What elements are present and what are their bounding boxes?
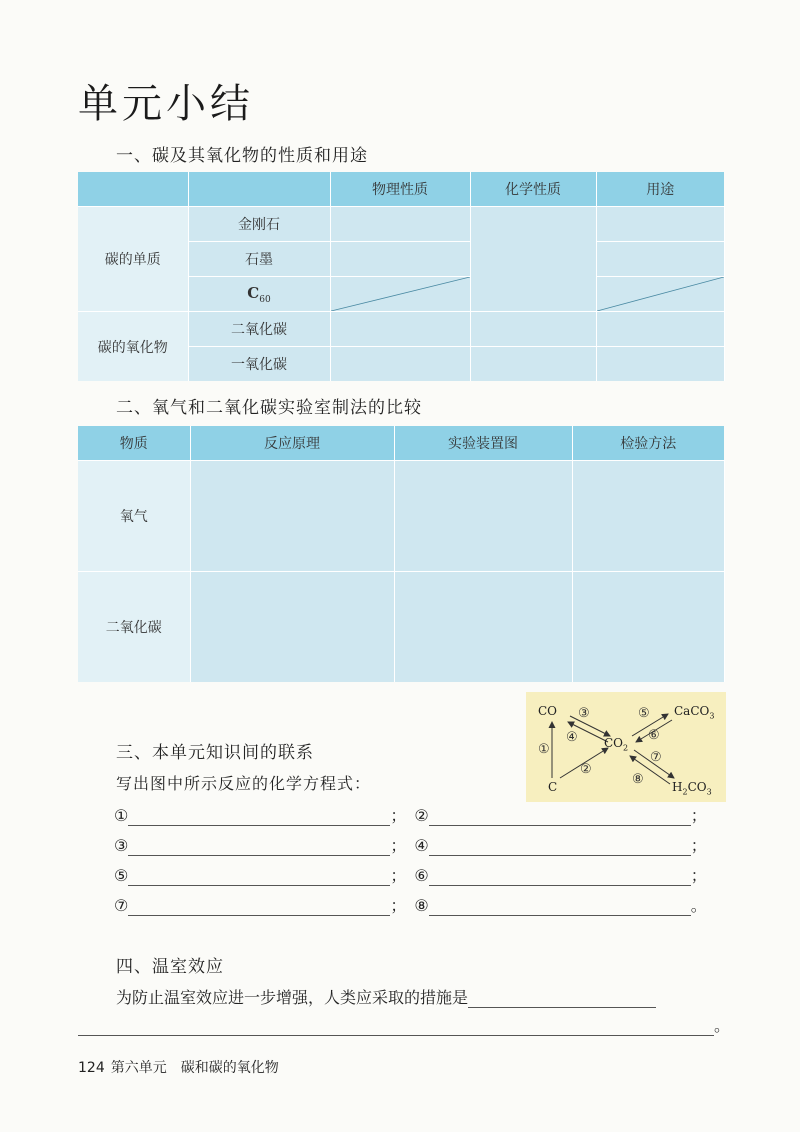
cell-elements-chemical[interactable] bbox=[470, 207, 596, 312]
unit-label: 第六单元 bbox=[110, 1060, 167, 1076]
formula-co: CO bbox=[538, 704, 558, 718]
reaction-scheme bbox=[526, 692, 726, 802]
header-chemical: 化学性质 bbox=[470, 172, 596, 207]
cell-co2-physical[interactable] bbox=[330, 312, 470, 347]
label-1: ① bbox=[538, 742, 550, 757]
formula-caco3: CaCO$_3$ bbox=[674, 704, 715, 721]
section1-heading: 一、碳及其氧化物的性质和用途 bbox=[116, 146, 368, 166]
greenhouse-prompt-row bbox=[116, 985, 656, 1008]
greenhouse-prompt: 为防止温室效应进一步增强，人类应采取的措施是 bbox=[116, 988, 469, 1007]
label-7: ⑦ bbox=[650, 750, 662, 765]
label-2: ② bbox=[580, 762, 592, 777]
cell-co2-uses[interactable] bbox=[596, 312, 724, 347]
label-4: ④ bbox=[566, 730, 578, 745]
properties-table bbox=[78, 172, 725, 381]
header-substance: 物质 bbox=[78, 426, 190, 461]
section3-heading: 三、本单元知识间的联系 bbox=[116, 743, 314, 763]
lab-prep-table bbox=[78, 426, 725, 682]
cell-co2-chemical[interactable] bbox=[470, 312, 596, 347]
greenhouse-answer-blank-1[interactable] bbox=[468, 989, 656, 1008]
label-5: ⑤ bbox=[638, 706, 650, 721]
cell-c60-physical-crossed bbox=[330, 277, 470, 312]
greenhouse-answer-blank-2[interactable] bbox=[78, 1017, 714, 1036]
equation-3-blank[interactable] bbox=[128, 837, 390, 856]
formula-h2co3: $H_2CO_3$ bbox=[672, 780, 712, 797]
cell-co2-test[interactable] bbox=[572, 572, 724, 683]
header-uses: 用途 bbox=[596, 172, 724, 207]
equation-1-blank[interactable] bbox=[128, 807, 390, 826]
equation-row-1: ① ； ② ； bbox=[114, 806, 707, 825]
header-test: 检验方法 bbox=[572, 426, 724, 461]
group-carbon-oxides: 碳的氧化物 bbox=[78, 312, 188, 382]
cell-c60-uses-crossed bbox=[596, 277, 724, 312]
cell-co2-apparatus[interactable] bbox=[394, 572, 572, 683]
cell-oxygen-apparatus[interactable] bbox=[394, 461, 572, 572]
row-co: 一氧化碳 bbox=[188, 347, 330, 382]
cell-graphite-uses[interactable] bbox=[596, 242, 724, 277]
cell-diamond-uses[interactable] bbox=[596, 207, 724, 242]
equation-row-3: ⑤ ； ⑥ ； bbox=[114, 866, 707, 885]
equation-2-blank[interactable] bbox=[429, 807, 691, 826]
greenhouse-answer-row-2: 。 bbox=[78, 1013, 730, 1036]
page-number: 124 bbox=[78, 1060, 105, 1076]
equation-6-blank[interactable] bbox=[429, 867, 691, 886]
formula-c: C bbox=[548, 780, 558, 794]
cell-co2-principle[interactable] bbox=[190, 572, 394, 683]
section3-instruction: 写出图中所示反应的化学方程式： bbox=[116, 774, 372, 793]
row-diamond: 金刚石 bbox=[188, 207, 330, 242]
cell-co-uses[interactable] bbox=[596, 347, 724, 382]
header-blank-1 bbox=[78, 172, 188, 207]
cell-co-chemical[interactable] bbox=[470, 347, 596, 382]
equation-8-blank[interactable] bbox=[429, 897, 691, 916]
page-footer bbox=[78, 1057, 279, 1077]
formula-co2: $CO_2$ bbox=[604, 736, 629, 753]
label-6: ⑥ bbox=[648, 728, 660, 743]
equation-row-2: ③ ； ④ ； bbox=[114, 836, 707, 855]
header-physical: 物理性质 bbox=[330, 172, 470, 207]
equation-5-blank[interactable] bbox=[128, 867, 390, 886]
cell-diamond-physical[interactable] bbox=[330, 207, 470, 242]
equation-row-4: ⑦ ； ⑧ 。 bbox=[114, 896, 707, 915]
unit-title: 碳和碳的氧化物 bbox=[180, 1060, 279, 1076]
cell-graphite-physical[interactable] bbox=[330, 242, 470, 277]
row-graphite: 石墨 bbox=[188, 242, 330, 277]
row-c60: $C_{60}$ bbox=[188, 277, 330, 312]
cell-co-physical[interactable] bbox=[330, 347, 470, 382]
equation-7-blank[interactable] bbox=[128, 897, 390, 916]
row-oxygen: 氧气 bbox=[78, 461, 190, 572]
section2-heading: 二、氧气和二氧化碳实验室制法的比较 bbox=[116, 398, 422, 418]
cell-oxygen-test[interactable] bbox=[572, 461, 724, 572]
row-co2: 二氧化碳 bbox=[188, 312, 330, 347]
row-carbon-dioxide: 二氧化碳 bbox=[78, 572, 190, 683]
label-8: ⑧ bbox=[632, 772, 644, 787]
label-3: ③ bbox=[578, 706, 590, 721]
group-carbon-elements: 碳的单质 bbox=[78, 207, 188, 312]
section4-heading: 四、温室效应 bbox=[116, 957, 224, 977]
page-title: 单元小结 bbox=[78, 81, 254, 127]
header-principle: 反应原理 bbox=[190, 426, 394, 461]
header-apparatus: 实验装置图 bbox=[394, 426, 572, 461]
equation-4-blank[interactable] bbox=[429, 837, 691, 856]
cell-oxygen-principle[interactable] bbox=[190, 461, 394, 572]
header-blank-2 bbox=[188, 172, 330, 207]
